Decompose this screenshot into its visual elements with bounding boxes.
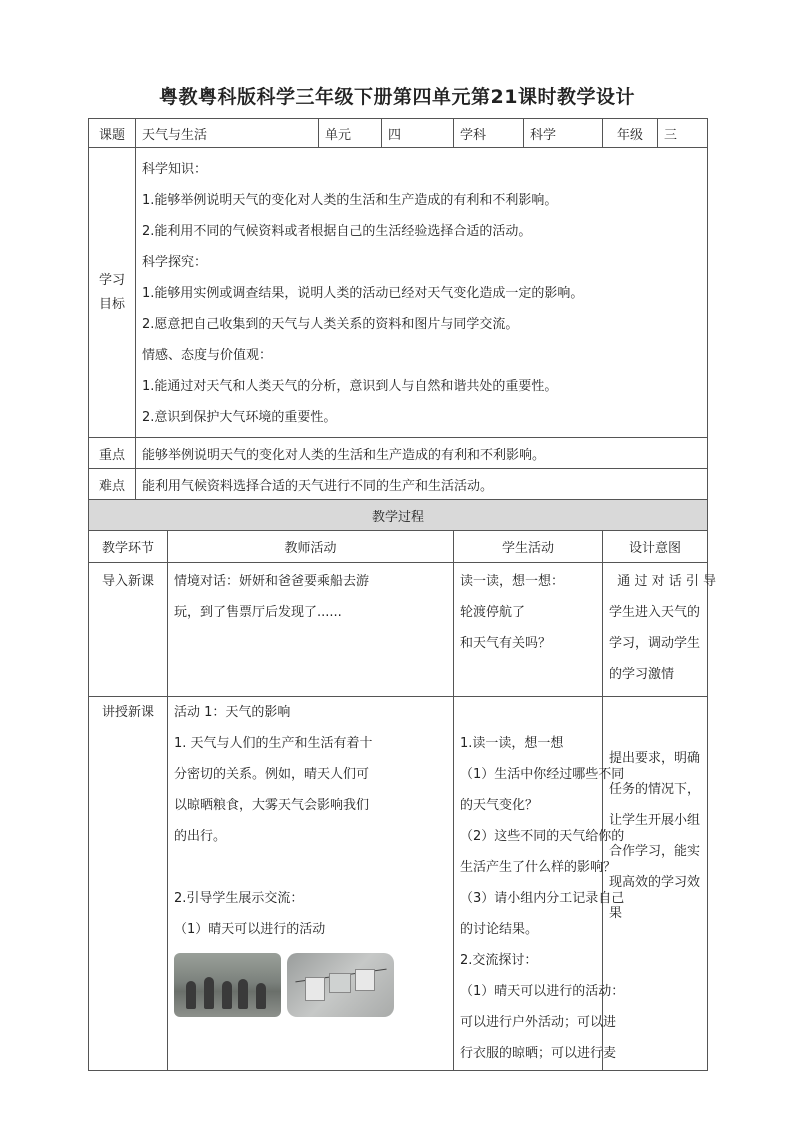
intro-student (454, 563, 603, 697)
lesson-plan-table (88, 118, 716, 1071)
lesson-teacher-line: 的出行。 (174, 829, 227, 844)
difficulty-label: 难点 (89, 469, 136, 500)
unit-value: 四 (382, 119, 454, 148)
lesson-student-line: 1.读一读，想一想 (460, 736, 564, 751)
goals-line: 2.能利用不同的气候资料或者根据自己的生活经验选择合适的活动。 (142, 224, 532, 239)
intro-intent-line: 学生进入天气的 (609, 605, 701, 620)
header-stage: 教学环节 (89, 531, 168, 563)
lesson-intent-line: 果 (609, 906, 623, 921)
goals-line: 1.能够用实例或调查结果，说明人类的活动已经对天气变化造成一定的影响。 (142, 286, 584, 301)
lesson-teacher-line: 2.引导学生展示交流： (174, 891, 304, 906)
grade-label: 年级 (603, 119, 658, 148)
document-title: 粤教粤科版科学三年级下册第四单元第21课时教学设计 (159, 86, 635, 108)
activity-photos (174, 953, 447, 1017)
intro-stage (89, 563, 168, 697)
goals-line: 1.能通过对天气和人类天气的分析，意识到人与自然和谐共处的重要性。 (142, 379, 558, 394)
lesson-intent-line: 让学生开展小组 (609, 813, 701, 828)
lesson-student-line: 的天气变化？ (460, 798, 539, 813)
lesson-student-line: （1）生活中你经过哪些不同 (460, 767, 625, 782)
key-point-value: 能够举例说明天气的变化对人类的生活和生产造成的有利和不利影响。 (136, 438, 708, 469)
course-value: 科学 (524, 119, 603, 148)
goals-label (89, 148, 136, 438)
drying-clothes-photo (287, 953, 394, 1017)
goals-line: 情感、态度与价值观： (142, 348, 273, 363)
goals-label-line1: 学习 (98, 272, 125, 288)
intro-row (89, 563, 708, 697)
lesson-intent-line: 合作学习，能实 (609, 844, 701, 859)
goals-line: 2.意识到保护大气环境的重要性。 (142, 410, 337, 425)
intro-teacher-line: 玩，到了售票厅后发现了...... (174, 605, 342, 620)
lesson-row (89, 697, 708, 1071)
intro-intent-line: 的学习激情 (609, 667, 675, 682)
course-label: 学科 (454, 119, 524, 148)
intro-student-line: 轮渡停航了 (460, 605, 526, 620)
intro-student-line: 和天气有关吗？ (460, 636, 552, 651)
key-point-row (89, 438, 708, 469)
lesson-student-line: 生活产生了什么样的影响？ (460, 860, 617, 875)
lesson-student-line: 2.交流探讨： (460, 953, 538, 968)
header-teacher: 教师活动 (168, 531, 454, 563)
intro-student-line: 读一读，想一想： (460, 574, 565, 589)
difficulty-row (89, 469, 708, 500)
difficulty-value: 能利用气候资料选择合适的天气进行不同的生产和生活活动。 (136, 469, 708, 500)
lesson-student-line (460, 697, 596, 728)
lesson-stage (89, 697, 168, 1071)
lesson-teacher-line (174, 852, 447, 883)
grade-value: 三 (658, 119, 708, 148)
goals-row (89, 148, 708, 438)
lesson-intent (603, 697, 708, 1071)
lesson-intent-line: 提出要求，明确 (609, 751, 701, 766)
lesson-student-line: （2）这些不同的天气给你的 (460, 829, 625, 844)
lesson-student-line: 行衣服的晾晒；可以进行麦 (460, 1046, 617, 1061)
intro-teacher-line: 情境对话：妍妍和爸爸要乘船去游 (174, 574, 370, 589)
unit-label: 单元 (319, 119, 382, 148)
process-header-row (89, 531, 708, 563)
lesson-teacher-line: 分密切的关系。例如，晴天人们可 (174, 767, 370, 782)
lesson-student-line: （1）晴天可以进行的活动： (460, 984, 625, 999)
lesson-student-line: （3）请小组内分工记录自己 (460, 891, 625, 906)
key-point-label: 重点 (89, 438, 136, 469)
header-intent: 设计意图 (603, 531, 708, 563)
lesson-intent-line: 任务的情况下， (609, 782, 701, 797)
info-row (89, 119, 708, 148)
lesson-student-line: 可以进行户外活动；可以进 (460, 1015, 617, 1030)
lesson-teacher-line: （1）晴天可以进行的活动 (174, 922, 326, 937)
children-playing-photo (174, 953, 281, 1017)
lesson-teacher-line: 活动 1：天气的影响 (174, 705, 291, 720)
header-student: 学生活动 (454, 531, 603, 563)
goals-label-line2: 目标 (98, 296, 125, 312)
goals-line: 2.愿意把自己收集到的天气与人类关系的资料和图片与同学交流。 (142, 317, 519, 332)
goals-line: 科学探究： (142, 255, 208, 270)
lesson-student-line: 的讨论结果。 (460, 922, 539, 937)
lesson-teacher-line: 1. 天气与人们的生产和生活有着十 (174, 736, 373, 751)
process-band: 教学过程 (89, 500, 708, 531)
lesson-student (454, 697, 625, 1071)
lesson-teacher-line: 以晾晒粮食，大雾天气会影响我们 (174, 798, 370, 813)
goals-line: 1.能够举例说明天气的变化对人类的生活和生产造成的有利和不利影响。 (142, 193, 558, 208)
intro-teacher (168, 563, 454, 697)
subject-label: 课题 (89, 119, 136, 148)
lesson-stage-text: 讲授新课 (101, 705, 154, 720)
intro-intent-line: 通 过 对 话 引 导 (609, 574, 716, 589)
lesson-teacher (168, 697, 454, 1071)
intro-intent (603, 563, 716, 697)
subject-value: 天气与生活 (136, 119, 319, 148)
goals-line: 科学知识： (142, 162, 208, 177)
process-band-row (89, 500, 708, 531)
goals-content (136, 148, 708, 438)
intro-intent-line: 学习，调动学生 (609, 636, 701, 651)
intro-stage-text: 导入新课 (101, 574, 154, 589)
lesson-intent-line: 现高效的学习效 (609, 875, 701, 890)
